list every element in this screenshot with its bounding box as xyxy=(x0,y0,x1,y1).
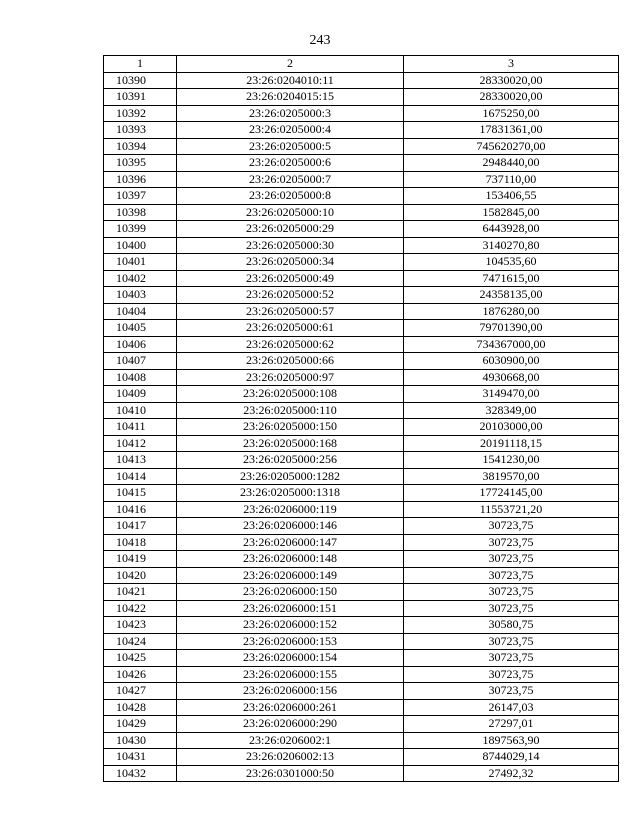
cadastral-number-cell: 23:26:0205000:8 xyxy=(177,188,404,205)
row-number-cell: 10404 xyxy=(104,303,177,320)
value-cell: 30723,75 xyxy=(404,518,619,535)
row-number-cell: 10406 xyxy=(104,336,177,353)
table-row xyxy=(104,336,619,353)
value-cell: 734367000,00 xyxy=(404,336,619,353)
value-cell: 4930668,00 xyxy=(404,369,619,386)
value-cell: 3149470,00 xyxy=(404,386,619,403)
cadastral-number-cell: 23:26:0206000:148 xyxy=(177,551,404,568)
row-number-cell: 10405 xyxy=(104,320,177,337)
value-cell: 30723,75 xyxy=(404,534,619,551)
value-cell: 6443928,00 xyxy=(404,221,619,238)
row-number-cell: 10413 xyxy=(104,452,177,469)
value-cell: 30723,75 xyxy=(404,551,619,568)
table-row xyxy=(104,221,619,238)
row-number-cell: 10432 xyxy=(104,765,177,782)
cadastral-number-cell: 23:26:0204010:11 xyxy=(177,72,404,89)
table-row xyxy=(104,171,619,188)
table-row xyxy=(104,666,619,683)
cadastral-number-cell: 23:26:0205000:256 xyxy=(177,452,404,469)
table-body xyxy=(104,56,619,782)
cadastral-number-cell: 23:26:0205000:49 xyxy=(177,270,404,287)
value-cell: 30723,75 xyxy=(404,650,619,667)
value-cell: 328349,00 xyxy=(404,402,619,419)
row-number-cell: 10426 xyxy=(104,666,177,683)
cadastral-number-cell: 23:26:0205000:6 xyxy=(177,155,404,172)
table-row xyxy=(104,600,619,617)
row-number-cell: 10401 xyxy=(104,254,177,271)
table-row xyxy=(104,468,619,485)
table-row xyxy=(104,270,619,287)
row-number-cell: 10399 xyxy=(104,221,177,238)
value-cell: 1897563,90 xyxy=(404,732,619,749)
value-cell: 7471615,00 xyxy=(404,270,619,287)
table-row xyxy=(104,402,619,419)
table-row xyxy=(104,188,619,205)
cadastral-number-cell: 23:26:0206000:147 xyxy=(177,534,404,551)
cadastral-number-cell: 23:26:0205000:1318 xyxy=(177,485,404,502)
value-cell: 1541230,00 xyxy=(404,452,619,469)
cadastral-number-cell: 23:26:0205000:5 xyxy=(177,138,404,155)
cadastral-number-cell: 23:26:0205000:3 xyxy=(177,105,404,122)
value-cell: 30723,75 xyxy=(404,666,619,683)
table-row xyxy=(104,501,619,518)
page-number: 243 xyxy=(309,33,331,48)
cadastral-number-cell: 23:26:0206000:261 xyxy=(177,699,404,716)
cadastral-number-cell: 23:26:0301000:50 xyxy=(177,765,404,782)
value-cell: 20103000,00 xyxy=(404,419,619,436)
cadastral-number-cell: 23:26:0206000:156 xyxy=(177,683,404,700)
row-number-cell: 10395 xyxy=(104,155,177,172)
table-row xyxy=(104,155,619,172)
row-number-cell: 10417 xyxy=(104,518,177,535)
row-number-cell: 10390 xyxy=(104,72,177,89)
cadastral-number-cell: 23:26:0205000:168 xyxy=(177,435,404,452)
cadastral-number-cell: 23:26:0205000:7 xyxy=(177,171,404,188)
table-row xyxy=(104,699,619,716)
cadastral-number-cell: 23:26:0206000:154 xyxy=(177,650,404,667)
row-number-cell: 10397 xyxy=(104,188,177,205)
table-row xyxy=(104,765,619,782)
table-row xyxy=(104,369,619,386)
cadastral-number-cell: 23:26:0205000:62 xyxy=(177,336,404,353)
table-row xyxy=(104,485,619,502)
row-number-cell: 10428 xyxy=(104,699,177,716)
row-number-cell: 10403 xyxy=(104,287,177,304)
cadastral-number-cell: 23:26:0205000:66 xyxy=(177,353,404,370)
value-cell: 30580,75 xyxy=(404,617,619,634)
row-number-cell: 10411 xyxy=(104,419,177,436)
value-cell: 3140270,80 xyxy=(404,237,619,254)
cadastral-number-cell: 23:26:0205000:30 xyxy=(177,237,404,254)
row-number-cell: 10394 xyxy=(104,138,177,155)
value-cell: 1582845,00 xyxy=(404,204,619,221)
row-number-cell: 10419 xyxy=(104,551,177,568)
cadastral-number-cell: 23:26:0205000:1282 xyxy=(177,468,404,485)
row-number-cell: 10431 xyxy=(104,749,177,766)
value-cell: 17831361,00 xyxy=(404,122,619,139)
row-number-cell: 10412 xyxy=(104,435,177,452)
row-number-cell: 10416 xyxy=(104,501,177,518)
value-cell: 153406,55 xyxy=(404,188,619,205)
header-cell-3: 3 xyxy=(404,56,619,73)
row-number-cell: 10422 xyxy=(104,600,177,617)
value-cell: 27492,32 xyxy=(404,765,619,782)
table-row xyxy=(104,683,619,700)
cadastral-number-cell: 23:26:0206000:150 xyxy=(177,584,404,601)
row-number-cell: 10420 xyxy=(104,567,177,584)
cadastral-number-cell: 23:26:0206000:149 xyxy=(177,567,404,584)
table-row xyxy=(104,419,619,436)
table-row xyxy=(104,534,619,551)
table-row xyxy=(104,287,619,304)
cadastral-number-cell: 23:26:0206002:1 xyxy=(177,732,404,749)
cadastral-number-cell: 23:26:0205000:34 xyxy=(177,254,404,271)
value-cell: 30723,75 xyxy=(404,600,619,617)
cadastral-number-cell: 23:26:0205000:10 xyxy=(177,204,404,221)
cadastral-number-cell: 23:26:0205000:4 xyxy=(177,122,404,139)
table-row xyxy=(104,320,619,337)
row-number-cell: 10423 xyxy=(104,617,177,634)
row-number-cell: 10425 xyxy=(104,650,177,667)
row-number-cell: 10392 xyxy=(104,105,177,122)
table-row xyxy=(104,204,619,221)
row-number-cell: 10415 xyxy=(104,485,177,502)
row-number-cell: 10427 xyxy=(104,683,177,700)
value-cell: 737110,00 xyxy=(404,171,619,188)
table-row xyxy=(104,732,619,749)
value-cell: 26147,03 xyxy=(404,699,619,716)
table-row xyxy=(104,633,619,650)
cadastral-number-cell: 23:26:0206000:155 xyxy=(177,666,404,683)
value-cell: 30723,75 xyxy=(404,633,619,650)
value-cell: 30723,75 xyxy=(404,567,619,584)
cadastral-number-cell: 23:26:0204015:15 xyxy=(177,89,404,106)
value-cell: 745620270,00 xyxy=(404,138,619,155)
cadastral-number-cell: 23:26:0205000:110 xyxy=(177,402,404,419)
cadastral-number-cell: 23:26:0205000:57 xyxy=(177,303,404,320)
table-row xyxy=(104,72,619,89)
table-row xyxy=(104,237,619,254)
cadastral-number-cell: 23:26:0206000:151 xyxy=(177,600,404,617)
header-cell-1: 1 xyxy=(104,56,177,73)
table-row xyxy=(104,749,619,766)
table-row xyxy=(104,518,619,535)
row-number-cell: 10409 xyxy=(104,386,177,403)
table-row xyxy=(104,452,619,469)
value-cell: 24358135,00 xyxy=(404,287,619,304)
row-number-cell: 10430 xyxy=(104,732,177,749)
value-cell: 2948440,00 xyxy=(404,155,619,172)
row-number-cell: 10408 xyxy=(104,369,177,386)
row-number-cell: 10400 xyxy=(104,237,177,254)
value-cell: 17724145,00 xyxy=(404,485,619,502)
table-row xyxy=(104,138,619,155)
table-row xyxy=(104,617,619,634)
row-number-cell: 10393 xyxy=(104,122,177,139)
table-row xyxy=(104,386,619,403)
cadastral-number-cell: 23:26:0206000:119 xyxy=(177,501,404,518)
row-number-cell: 10407 xyxy=(104,353,177,370)
cadastral-number-cell: 23:26:0206000:152 xyxy=(177,617,404,634)
cadastral-number-cell: 23:26:0206000:290 xyxy=(177,716,404,733)
value-cell: 30723,75 xyxy=(404,584,619,601)
table-row xyxy=(104,105,619,122)
cadastral-number-cell: 23:26:0205000:108 xyxy=(177,386,404,403)
table-row xyxy=(104,716,619,733)
value-cell: 27297,01 xyxy=(404,716,619,733)
table-row xyxy=(104,89,619,106)
cadastral-number-cell: 23:26:0206002:13 xyxy=(177,749,404,766)
table-row xyxy=(104,584,619,601)
table-row xyxy=(104,435,619,452)
row-number-cell: 10396 xyxy=(104,171,177,188)
cadastral-number-cell: 23:26:0205000:150 xyxy=(177,419,404,436)
cadastral-number-cell: 23:26:0205000:61 xyxy=(177,320,404,337)
value-cell: 1675250,00 xyxy=(404,105,619,122)
row-number-cell: 10414 xyxy=(104,468,177,485)
value-cell: 104535,60 xyxy=(404,254,619,271)
table-row xyxy=(104,303,619,320)
table-row xyxy=(104,650,619,667)
table-row xyxy=(104,122,619,139)
data-table xyxy=(103,55,619,782)
table-row xyxy=(104,567,619,584)
table-row xyxy=(104,353,619,370)
row-number-cell: 10421 xyxy=(104,584,177,601)
row-number-cell: 10391 xyxy=(104,89,177,106)
table-row xyxy=(104,551,619,568)
cadastral-number-cell: 23:26:0205000:52 xyxy=(177,287,404,304)
cadastral-number-cell: 23:26:0205000:29 xyxy=(177,221,404,238)
value-cell: 28330020,00 xyxy=(404,72,619,89)
value-cell: 6030900,00 xyxy=(404,353,619,370)
cadastral-number-cell: 23:26:0206000:146 xyxy=(177,518,404,535)
table-header-row xyxy=(104,56,619,73)
value-cell: 79701390,00 xyxy=(404,320,619,337)
table-row xyxy=(104,254,619,271)
row-number-cell: 10418 xyxy=(104,534,177,551)
value-cell: 11553721,20 xyxy=(404,501,619,518)
value-cell: 8744029,14 xyxy=(404,749,619,766)
header-cell-2: 2 xyxy=(177,56,404,73)
row-number-cell: 10424 xyxy=(104,633,177,650)
cadastral-number-cell: 23:26:0205000:97 xyxy=(177,369,404,386)
value-cell: 1876280,00 xyxy=(404,303,619,320)
row-number-cell: 10398 xyxy=(104,204,177,221)
value-cell: 28330020,00 xyxy=(404,89,619,106)
row-number-cell: 10429 xyxy=(104,716,177,733)
row-number-cell: 10402 xyxy=(104,270,177,287)
cadastral-number-cell: 23:26:0206000:153 xyxy=(177,633,404,650)
value-cell: 20191118,15 xyxy=(404,435,619,452)
value-cell: 3819570,00 xyxy=(404,468,619,485)
value-cell: 30723,75 xyxy=(404,683,619,700)
row-number-cell: 10410 xyxy=(104,402,177,419)
